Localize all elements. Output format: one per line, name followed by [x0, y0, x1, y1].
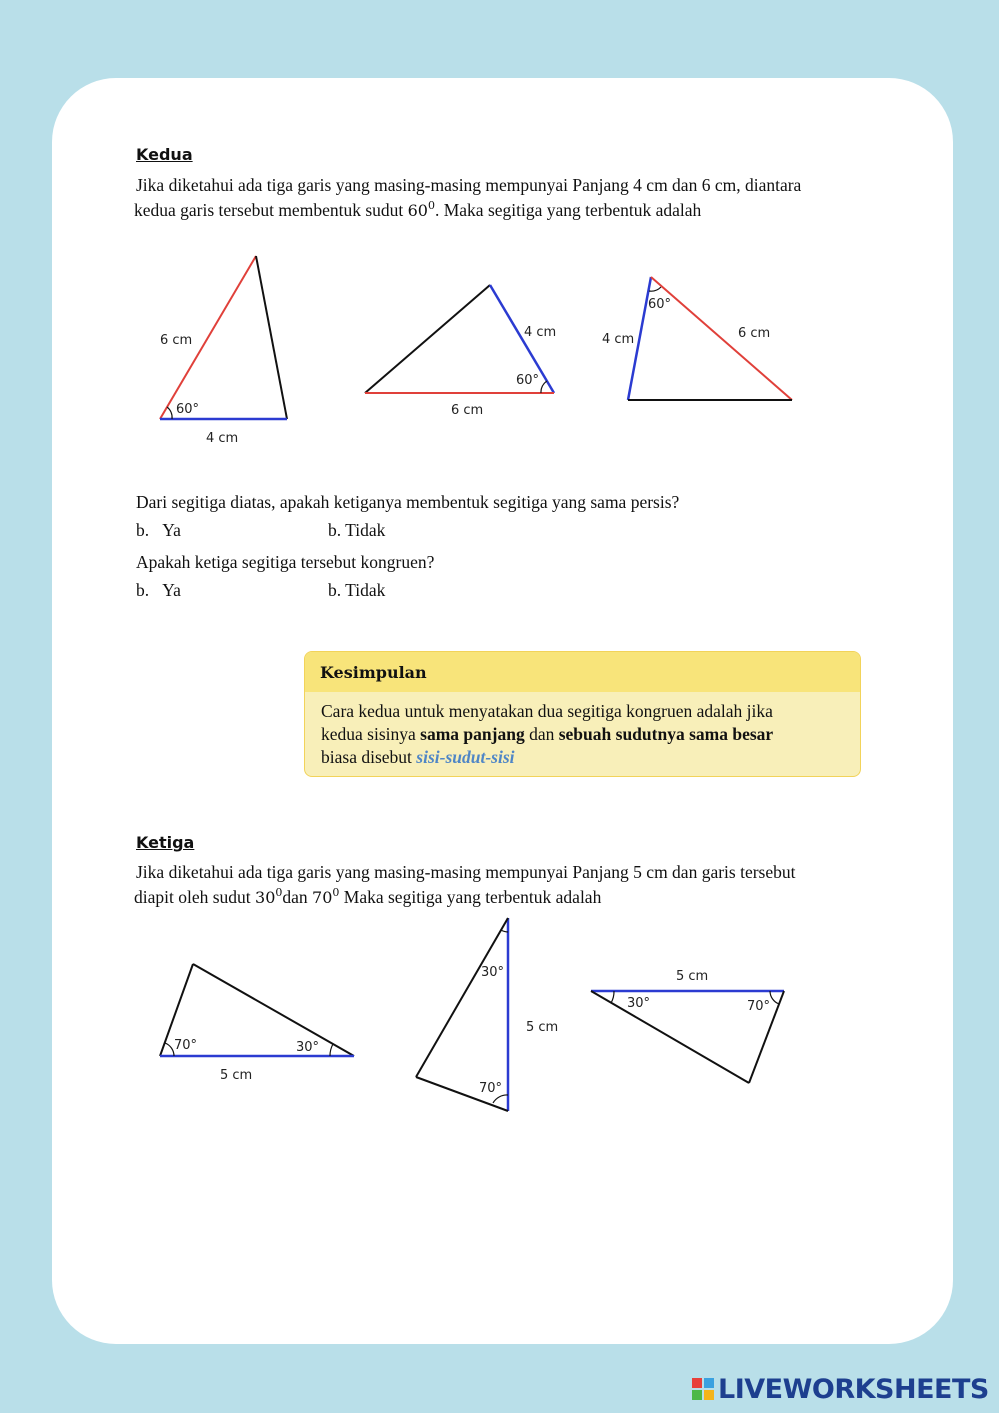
triangle-6-label-30: 30°	[627, 996, 651, 1011]
kesimpulan-box	[304, 651, 861, 777]
q2-option-tidak[interactable]: b. Tidak	[328, 580, 386, 600]
section3-text-line1: Jika diketahui ada tiga garis yang masing-masing mempunyai Panjang 5 cm dan garis tersebut	[136, 862, 796, 882]
triangle-3-label-6cm: 6 cm	[738, 326, 771, 341]
section2-line2-pre: kedua garis tersebut membentuk sudut	[134, 200, 408, 220]
triangle-4-label-30: 30°	[296, 1040, 320, 1055]
triangle-3-label-4cm: 4 cm	[602, 332, 635, 347]
triangle-figure-2	[355, 276, 570, 426]
triangle-6-angle-arc-70	[770, 991, 779, 1004]
triangle-4-angle-arc-70	[165, 1043, 174, 1056]
triangle-4-angle-arc-30	[330, 1044, 333, 1056]
kesimpulan-line3	[321, 746, 845, 769]
liveworksheets-logo[interactable]	[692, 1372, 989, 1406]
section3-line2-post: Maka segitiga yang terbentuk adalah	[339, 887, 602, 907]
triangle-5-angle-arc-70	[493, 1095, 508, 1103]
triangle-1-label-4cm: 4 cm	[206, 431, 239, 446]
angle-60-base: 60	[407, 201, 428, 220]
section3-text-line2	[134, 885, 601, 910]
angle-60	[408, 201, 435, 220]
q1-option-ya-label: Ya	[162, 520, 181, 540]
section2-line2-post: . Maka segitiga yang terbentuk adalah	[434, 200, 702, 220]
triangle-figure-5	[405, 910, 570, 1120]
kesimpulan-line2	[321, 723, 845, 746]
triangle-1-angle-arc	[167, 407, 172, 419]
angle-70	[312, 888, 339, 907]
kesimpulan-bold-sudut: sebuah sudutnya sama besar	[558, 724, 774, 744]
triangle-4-label-70: 70°	[174, 1038, 198, 1053]
q1-option-ya[interactable]	[136, 520, 181, 541]
triangle-6-side-left	[591, 991, 749, 1083]
triangle-4-side-right	[193, 964, 354, 1056]
q2-option-ya-label: Ya	[162, 580, 181, 600]
kesimpulan-title: Kesimpulan	[305, 652, 860, 692]
kesimpulan-line3-pre: biasa disebut	[321, 747, 417, 767]
triangle-3-side-6cm	[651, 277, 792, 400]
triangle-2-side-black	[365, 285, 490, 393]
question-1: Dari segitiga diatas, apakah ketiganya membentuk segitiga yang sama persis?	[136, 492, 680, 512]
section-heading-kedua: Kedua	[136, 145, 193, 164]
triangle-3-label-angle: 60°	[648, 297, 672, 312]
liveworksheets-logo-text: LIVEWORKSHEETS	[718, 1373, 989, 1405]
kesimpulan-bold-sama-panjang: sama panjang	[420, 724, 525, 744]
triangle-figure-1	[150, 248, 300, 448]
q1-option-ya-letter: b.	[136, 520, 150, 540]
angle-30-sup: 0	[275, 886, 283, 899]
section2-text-line1: Jika diketahui ada tiga garis yang masing-masing mempunyai Panjang 4 cm dan 6 cm, diantara	[136, 175, 802, 195]
triangle-2-label-4cm: 4 cm	[524, 325, 557, 340]
liveworksheets-logo-icon	[692, 1378, 714, 1400]
triangle-5-side-left	[416, 918, 508, 1077]
kesimpulan-line2-mid: dan	[524, 724, 559, 744]
triangle-6-label-70: 70°	[747, 999, 771, 1014]
section3-line2-pre: diapit oleh sudut	[134, 887, 256, 907]
triangle-figure-4	[150, 955, 365, 1090]
triangle-2-label-6cm: 6 cm	[451, 403, 484, 418]
angle-30-base: 30	[255, 888, 276, 907]
triangle-figure-6	[580, 960, 795, 1090]
triangle-5-label-5cm: 5 cm	[526, 1020, 559, 1035]
triangle-4-label-5cm: 5 cm	[220, 1068, 253, 1083]
triangle-2-label-angle: 60°	[516, 373, 540, 388]
triangle-1-side-black	[256, 256, 287, 419]
q2-option-ya[interactable]	[136, 580, 181, 601]
triangle-3-angle-arc	[649, 287, 661, 291]
kesimpulan-line1: Cara kedua untuk menyatakan dua segitiga kongruen adalah jika	[321, 701, 773, 721]
triangle-1-label-6cm: 6 cm	[160, 333, 193, 348]
q1-option-tidak[interactable]: b. Tidak	[328, 520, 386, 540]
triangle-figure-3	[598, 270, 803, 410]
kesimpulan-body	[305, 692, 860, 769]
section3-line2-mid: dan	[282, 887, 313, 907]
angle-70-base: 70	[312, 888, 333, 907]
kesimpulan-highlight-sss: sisi-sudut-sisi	[416, 747, 515, 767]
triangle-2-angle-arc	[541, 381, 547, 393]
angle-70-sup: 0	[332, 886, 340, 899]
q2-option-ya-letter: b.	[136, 580, 150, 600]
triangle-6-angle-arc-30	[611, 991, 614, 1003]
triangle-5-label-70: 70°	[479, 1081, 503, 1096]
section2-text-line2	[134, 198, 701, 223]
angle-60-sup: 0	[427, 199, 435, 212]
section-heading-ketiga: Ketiga	[136, 833, 195, 852]
kesimpulan-line2-pre: kedua sisinya	[321, 724, 421, 744]
triangle-1-label-angle: 60°	[176, 402, 200, 417]
angle-30	[255, 888, 282, 907]
triangle-6-label-5cm: 5 cm	[676, 969, 709, 984]
question-2: Apakah ketiga segitiga tersebut kongruen?	[136, 552, 435, 572]
triangle-5-label-30: 30°	[481, 965, 505, 980]
